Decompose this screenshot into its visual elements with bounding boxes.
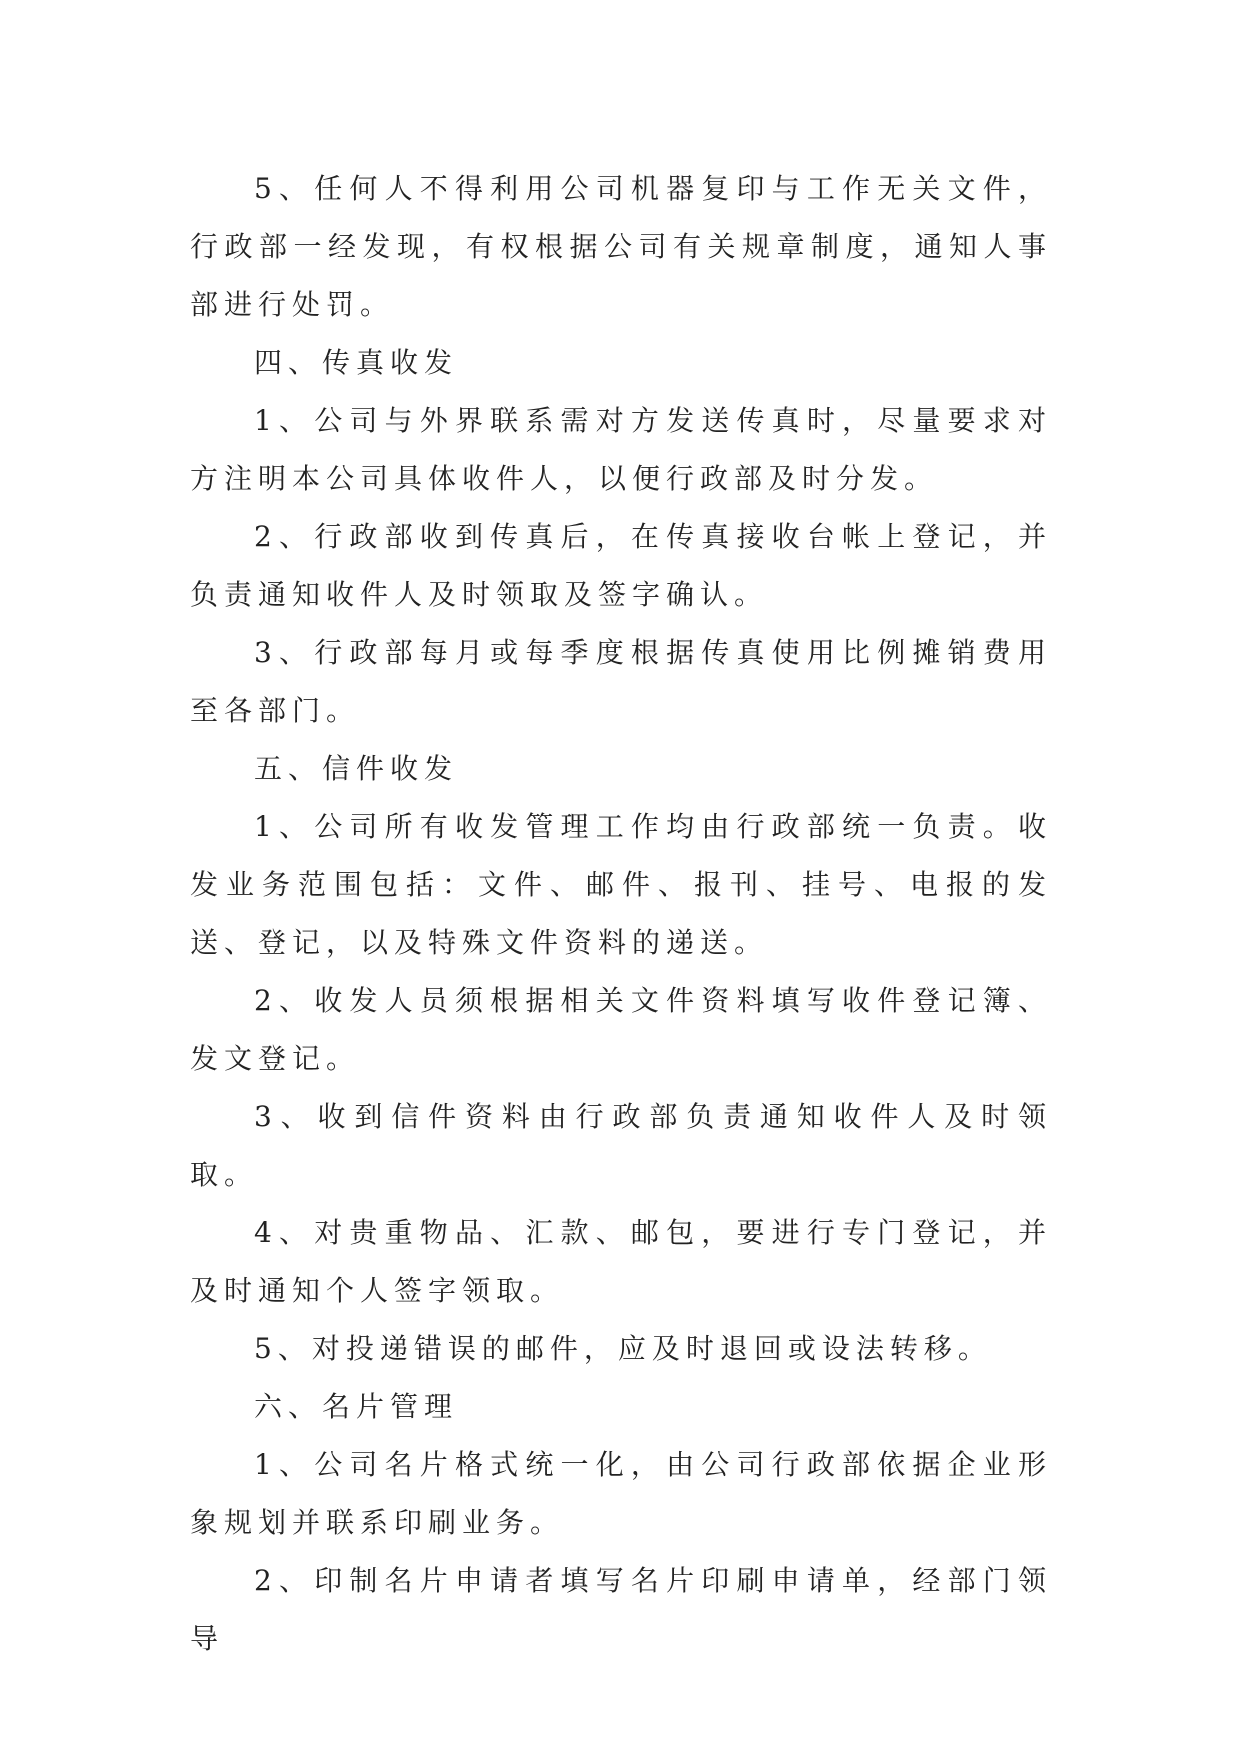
paragraph-mail-rule-4: 4、对贵重物品、汇款、邮包，要进行专门登记，并及时通知个人签字领取。 [190,1216,1052,1307]
document-body [190,160,1052,1668]
paragraph-card-rule-2: 2、印制名片申请者填写名片印刷申请单，经部门领导 [190,1564,1052,1655]
section-heading-business-cards: 六、名片管理 [254,1390,459,1423]
section-heading-mail: 五、信件收发 [254,752,459,785]
paragraph-mail-rule-5: 5、对投递错误的邮件，应及时退回或设法转移。 [254,1332,992,1365]
paragraph-mail-rule-3: 3、收到信件资料由行政部负责通知收件人及时领取。 [190,1100,1052,1191]
paragraph-mail-rule-2: 2、收发人员须根据相关文件资料填写收件登记簿、发文登记。 [190,984,1052,1075]
paragraph-fax-rule-3: 3、行政部每月或每季度根据传真使用比例摊销费用至各部门。 [190,636,1052,727]
section-heading-fax: 四、传真收发 [254,346,459,379]
paragraph-mail-rule-1: 1、公司所有收发管理工作均由行政部统一负责。收发业务范围包括：文件、邮件、报刊、挂号、电报的发送、登记，以及特殊文件资料的递送。 [190,810,1052,959]
paragraph-copier-rule-5: 5、任何人不得利用公司机器复印与工作无关文件，行政部一经发现，有权根据公司有关规章制度，通知人事部进行处罚。 [190,172,1052,321]
paragraph-fax-rule-2: 2、行政部收到传真后，在传真接收台帐上登记，并负责通知收件人及时领取及签字确认。 [190,520,1052,611]
paragraph-card-rule-1: 1、公司名片格式统一化，由公司行政部依据企业形象规划并联系印刷业务。 [190,1448,1052,1539]
paragraph-fax-rule-1: 1、公司与外界联系需对方发送传真时，尽量要求对方注明本公司具体收件人，以便行政部及时分发。 [190,404,1052,495]
